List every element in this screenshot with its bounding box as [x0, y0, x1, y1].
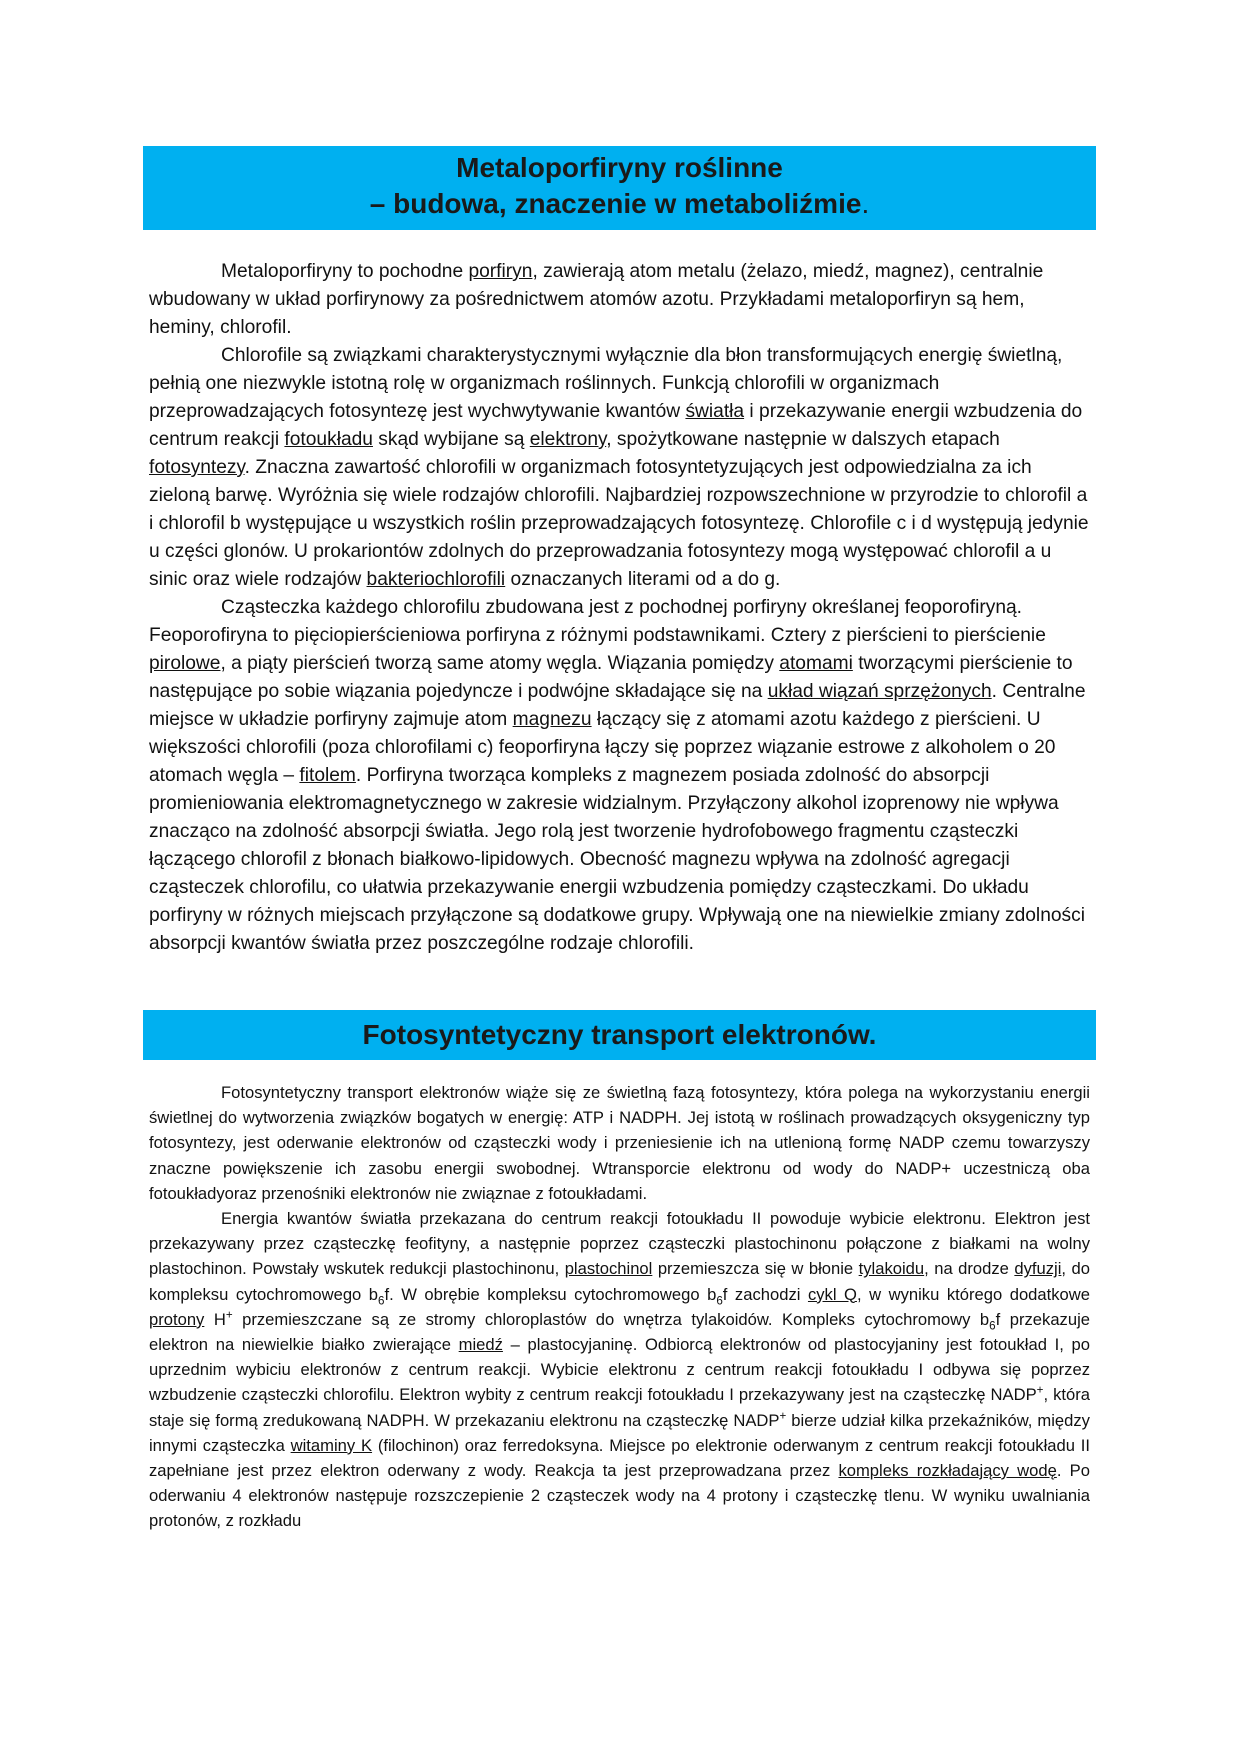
- text: i przekazywanie energii wzbudzenia do centrum reakcji: [149, 401, 1083, 450]
- text: , do kompleksu cytochromowego b: [149, 1259, 1090, 1304]
- text: . Znaczna zawartość chlorofili w organizmach fotosyntetyzujących jest odpowiedzialna za ich zieloną barwę. Wyróżnia się wiele rodzajów chlorofili. Najbardziej rozpowszechnione w przyrodzie to chlorofil a i chlorofil b występujące u wszystkich roślin przeprowadzających fotosyntezę. Chlorofile c i d występują jedynie u części glonów. U prokariontów zdolnych do przeprowadzania fotosyntezy mogą występować chlorofil a u sinic oraz wiele rodzajów: [149, 457, 1089, 590]
- link-magnezu[interactable]: magnezu: [512, 709, 592, 730]
- title-dot: .: [861, 188, 870, 219]
- title-banner: [143, 146, 1096, 230]
- link-plastochinol[interactable]: plastochinol: [564, 1259, 653, 1279]
- text: przemieszczane są ze stromy chloroplastów do wnętrza tylakoidów. Kompleks cytochromowy b: [232, 1309, 990, 1329]
- text: przemieszcza się w błonie: [652, 1259, 859, 1279]
- text: skąd wybijane są: [372, 429, 530, 450]
- link-atomami[interactable]: atomami: [779, 653, 853, 674]
- section-metaloporfiryny: [149, 258, 1090, 958]
- link-elektrony[interactable]: elektrony: [529, 429, 607, 450]
- text: , a piąty pierścień tworzą same atomy węgla. Wiązania pomiędzy: [220, 653, 780, 674]
- text: . Centralne miejsce w układzie porfiryny zajmuje atom: [149, 681, 1086, 730]
- paragraph-5: [149, 1206, 1090, 1534]
- text: Metaloporfiryny to pochodne: [221, 261, 469, 282]
- text: , spożytkowane następnie w dalszych etapach: [606, 429, 1000, 450]
- link-fitolem[interactable]: fitolem: [299, 765, 356, 786]
- link-pirolowe[interactable]: pirolowe: [149, 653, 221, 674]
- link-miedz[interactable]: miedź: [458, 1335, 503, 1355]
- link-cykl-q[interactable]: cykl Q: [807, 1284, 857, 1304]
- text: (filochinon) oraz ferredoksyna. Miejsce po elektronie oderwanym z centrum reakcji fotoukładu II zapełniane jest przez elektron oderwany z wody. Reakcja ta jest przeprowadzana przez: [149, 1435, 1090, 1481]
- text: Energia kwantów światła przekazana do centrum reakcji fotoukładu II powoduje wybicie elektronu. Elektron jest przekazywany przez cząsteczkę feofityny, a następnie poprzez cząsteczki plastochinonu połączone z białkami na wolny plastochinon. Powstały wskutek redukcji plastochinonu,: [149, 1209, 1090, 1279]
- text: f. W obrębie kompleksu cytochromowego b: [384, 1284, 717, 1304]
- paragraph-4: Fotosyntetyczny transport elektronów wiąże się ze świetlną fazą fotosyntezy, która polega na wykorzystaniu energii świetlnej do wytworzenia związków bogatych w energię: ATP i NADPH. Jej istotą w roślinach prowadzących oksygeniczny typ fotosyntezy, jest oderwanie elektronów od cząsteczki wody i przeniesienie ich na utlenioną formę NADP czemu towarzyszy znaczne powiększenie ich zasobu energii swobodnej. Wtransporcie elektronu od wody do NADP+ uczestniczą oba fotoukładyoraz przenośniki elektronów nie związnae z fotoukładami.: [149, 1083, 1090, 1203]
- subscript: 6: [378, 1293, 385, 1307]
- text: , w wyniku którego dodatkowe: [856, 1284, 1090, 1304]
- link-swiatla[interactable]: światła: [685, 401, 745, 422]
- superscript: +: [225, 1308, 233, 1322]
- link-bakteriochlorofili[interactable]: bakteriochlorofili: [366, 569, 506, 590]
- text: tworzącymi pierścienie to następujące po sobie wiązania pojedyncze i podwójne składające się na: [149, 653, 1073, 702]
- title-line-2-text: – budowa, znaczenie w metaboliźmie: [369, 188, 862, 219]
- section-banner: [143, 1010, 1096, 1060]
- superscript: +: [1036, 1383, 1044, 1397]
- text: oznaczanych literami od a do g.: [505, 569, 781, 590]
- text: . Po oderwaniu 4 elektronów następuje rozszczepienie 2 cząsteczek wody na 4 protony i cząsteczkę tlenu. W wyniku uwalniania protonów, z rozkładu: [149, 1461, 1090, 1531]
- text: Chlorofile są związkami charakterystycznymi wyłącznie dla błon transformujących energię świetlną, pełnią one niezwykle istotną rolę w organizmach roślinnych. Funkcją chlorofili w organizmach przeprowadzających fotosyntezę jest wychwytywanie kwantów: [149, 345, 1063, 422]
- text: f przekazuje elektron na niewielkie białko zwierające: [149, 1309, 1090, 1355]
- title-line-2: [143, 186, 1096, 222]
- text: H: [204, 1309, 226, 1329]
- link-tylakoidu[interactable]: tylakoidu: [858, 1259, 925, 1279]
- text: , na drodze: [924, 1259, 1015, 1279]
- section-title: Fotosyntetyczny transport elektronów.: [362, 1019, 877, 1050]
- text: , zawierają atom metalu (żelazo, miedź, magnez), centralnie wbudowany w układ porfirynowy za pośrednictwem atomów azotu. Przykładami metaloporfiryn są hem, heminy, chlorofil.: [149, 261, 1044, 338]
- subscript: 6: [716, 1293, 723, 1307]
- text: Cząsteczka każdego chlorofilu zbudowana jest z pochodnej porfiryny określanej feoporofiryną. Feoporofiryna to pięciopierścieniowa porfiryna z różnymi podstawnikami. Cztery z pierścieni to pierścienie: [149, 597, 1046, 646]
- subscript: 6: [989, 1319, 996, 1333]
- paragraph-3: [149, 594, 1090, 958]
- paragraph-1: [149, 258, 1090, 342]
- link-kompleks-rozkladajacy-wode[interactable]: kompleks rozkładający wodę: [838, 1461, 1057, 1481]
- link-fotosyntezy[interactable]: fotosyntezy: [149, 457, 245, 478]
- text: – plastocyjaninę. Odbiorcą elektronów od plastocyjaniny jest fotoukład I, po uprzednim wybiciu elektronów z centrum reakcji. Wybicie elektronu z centrum reakcji fotoukładu I odbywa się poprzez wzbudzenie cząsteczki chlorofilu. Elektron wybity z centrum reakcji fotoukładu I przekazywany jest na cząsteczkę NADP: [149, 1335, 1091, 1405]
- link-protony[interactable]: protony: [149, 1309, 205, 1329]
- link-uklad-wiazan[interactable]: układ wiązań sprzężonych: [767, 681, 992, 702]
- section-transport: [149, 1080, 1090, 1534]
- text: bierze udział kilka przekaźników, między innymi cząsteczka: [149, 1410, 1090, 1455]
- text: . Porfiryna tworząca kompleks z magnezem posiada zdolność do absorpcji promieniowania elektromagnetycznego w zakresie widzialnym. Przyłączony alkohol izoprenowy nie wpływa znacząco na zdolność absorpcji światła. Jego rolą jest tworzenie hydrofobowego fragmentu cząsteczki łączącego chlorofil z błonach białkowo-lipidowych. Obecność magnezu wpływa na zdolność agregacji cząsteczek chlorofilu, co ułatwia przekazywanie energii wzbudzenia pomiędzy cząsteczkami. Do układu porfiryny w różnych miejscach przyłączone są dodatkowe grupy. Wpływają one na niewielkie zmiany zdolności absorpcji kwantów światła przez poszczególne rodzaje chlorofili.: [149, 765, 1085, 954]
- superscript: +: [779, 1409, 787, 1423]
- text: f zachodzi: [722, 1284, 808, 1304]
- link-witaminy-k[interactable]: witaminy K: [290, 1435, 373, 1455]
- title-line-1: Metaloporfiryny roślinne: [456, 152, 783, 183]
- link-porfiryn[interactable]: porfiryn: [468, 261, 533, 282]
- link-fotoukladu[interactable]: fotoukładu: [284, 429, 373, 450]
- paragraph-2: [149, 342, 1090, 594]
- link-dyfuzji[interactable]: dyfuzji: [1014, 1259, 1062, 1279]
- text: łączący się z atomami azotu każdego z pierścieni. U większości chlorofili (poza chlorofilami c) feoporfiryna łączy się poprzez wiązanie estrowe z alkoholem o 20 atomach węgla –: [149, 709, 1056, 786]
- text: , która staje się formą zredukowaną NADPH. W przekazaniu elektronu na cząsteczkę NADP: [149, 1385, 1090, 1430]
